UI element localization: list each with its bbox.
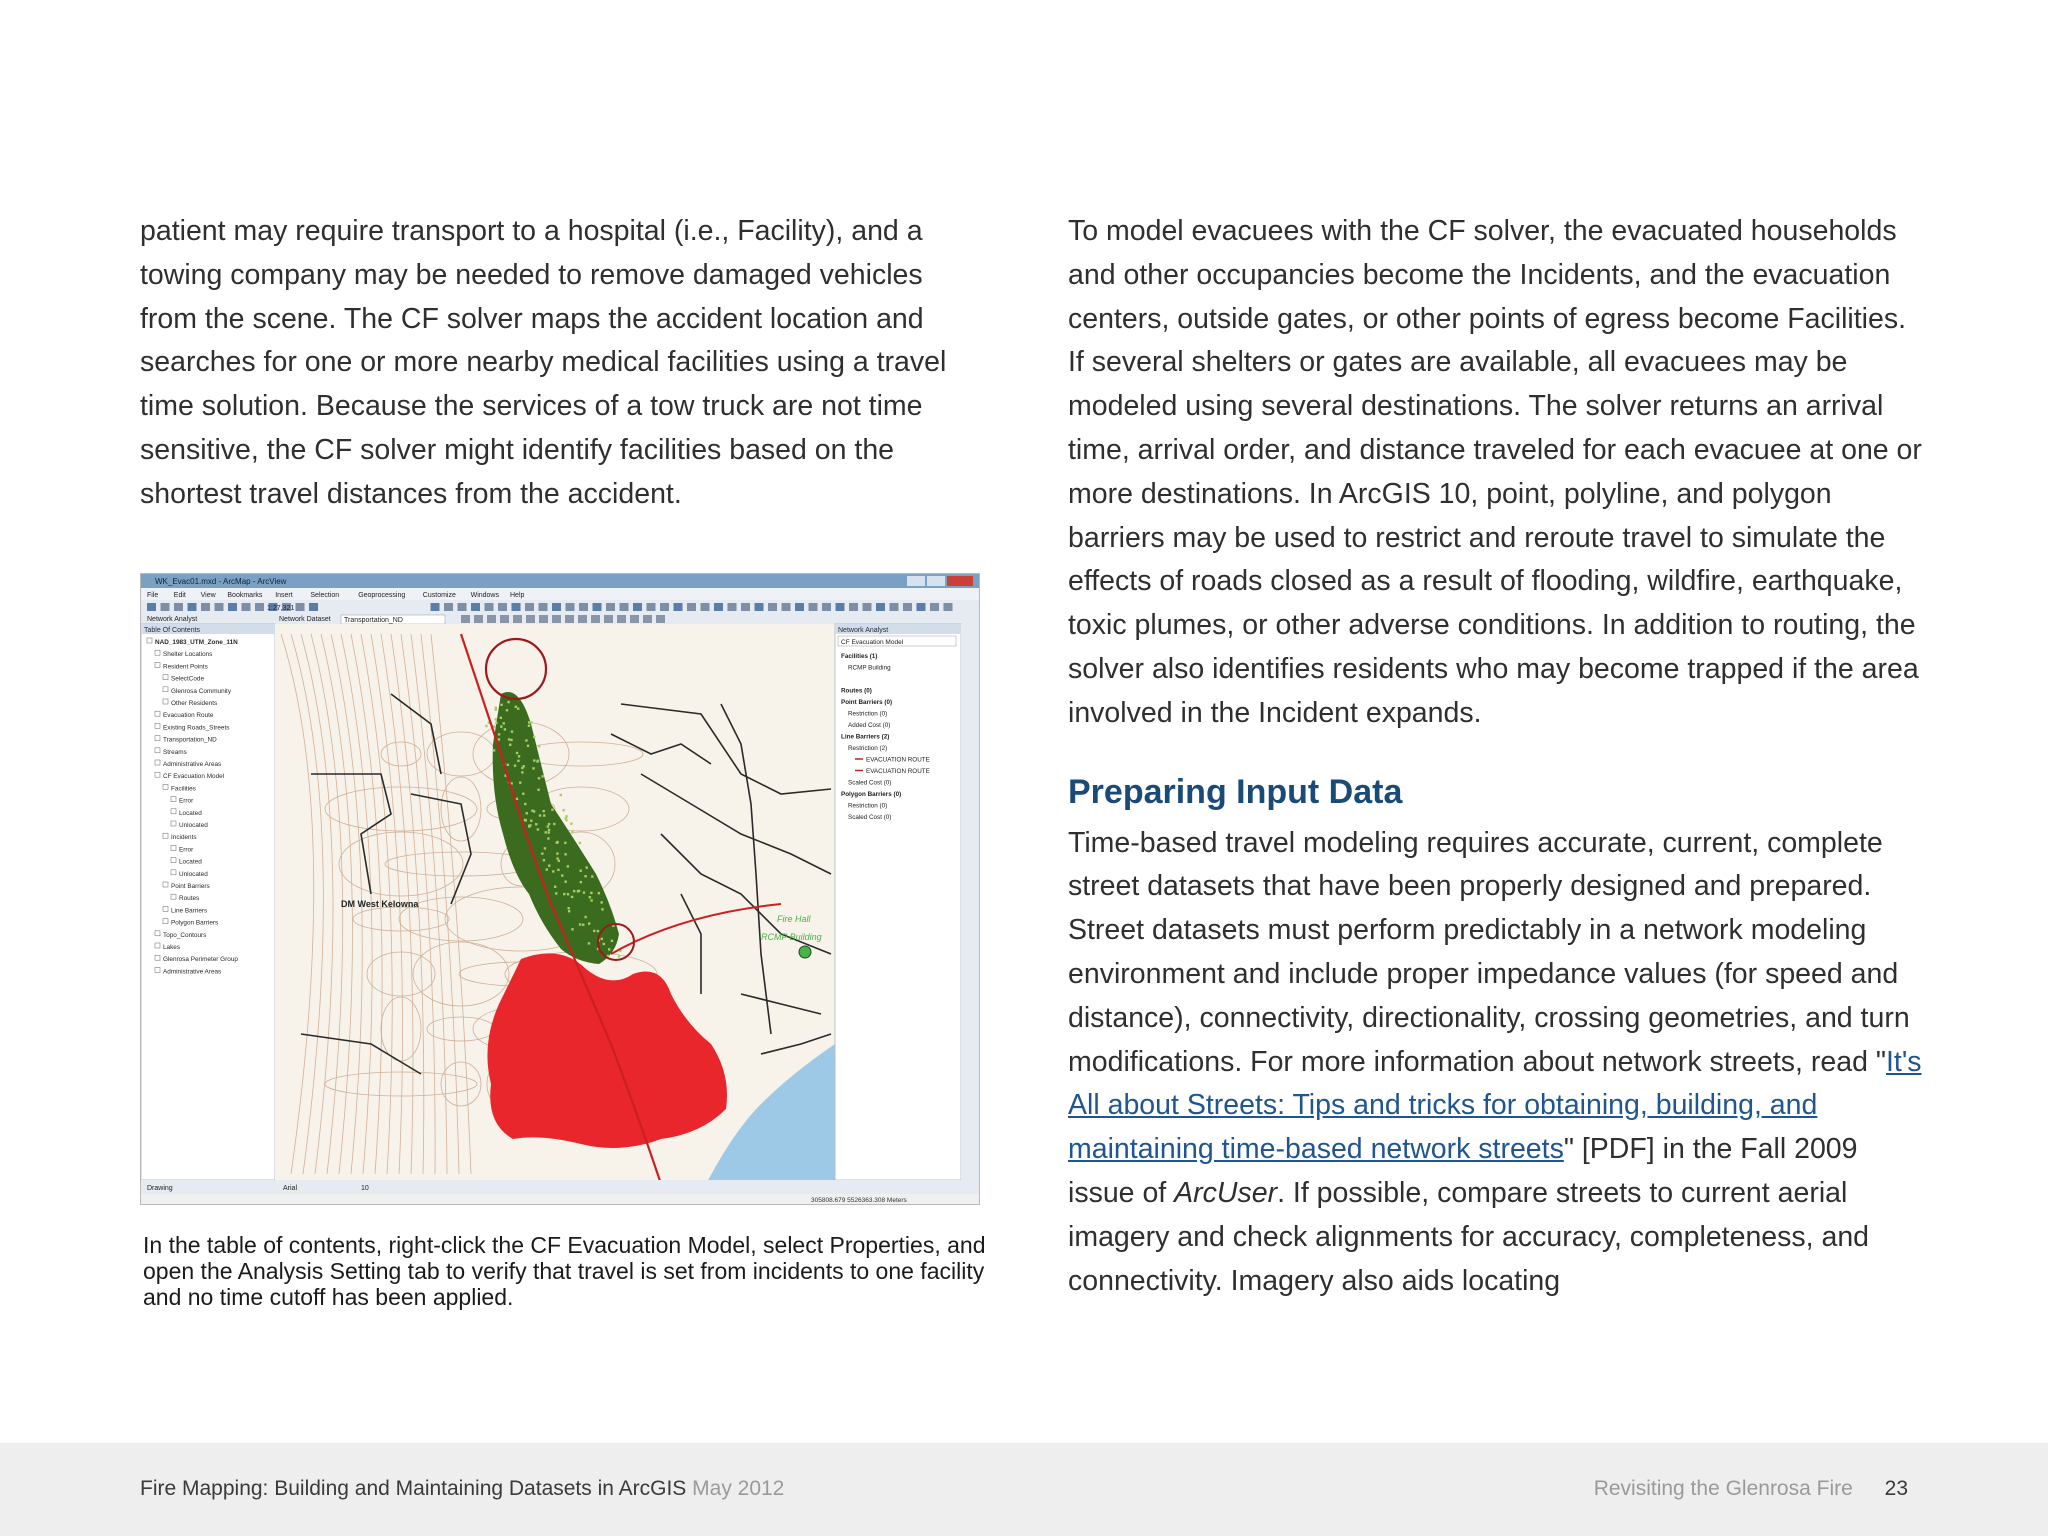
- footer-document-title: [140, 1477, 784, 1501]
- toolbar-tool-icon[interactable]: [458, 603, 467, 611]
- na-item[interactable]: Added Cost (0): [848, 722, 891, 729]
- incident-point: [504, 728, 506, 730]
- na-dropdown[interactable]: CF Evacuation Model: [841, 639, 904, 646]
- incident-point: [548, 831, 550, 833]
- network-analyst-label: Network Analyst: [147, 616, 198, 623]
- toolbar-tool-icon[interactable]: [174, 603, 183, 611]
- toolbar-tool-icon[interactable]: [604, 615, 613, 623]
- toolbar-tool-icon[interactable]: [500, 615, 509, 623]
- incident-point: [555, 892, 557, 894]
- na-item[interactable]: Routes (0): [841, 687, 872, 695]
- incident-point: [565, 815, 567, 817]
- incident-point: [584, 916, 586, 918]
- incident-point: [583, 891, 585, 893]
- toolbar-tool-icon[interactable]: [215, 603, 224, 611]
- toolbar-tool-icon[interactable]: [687, 603, 696, 611]
- incident-point: [571, 830, 573, 832]
- article-link[interactable]: It's All about Streets: Tips and tricks for obtaining, building, and maintaining time-based network streets: [1068, 1045, 1922, 1166]
- toolbar-tool-icon[interactable]: [822, 603, 831, 611]
- toc-item[interactable]: Evacuation Route: [163, 712, 214, 720]
- paragraph2-text-mid: " [PDF] in the Fall 2009 issue of: [1068, 1133, 1858, 1209]
- toolbar-tool-icon[interactable]: [728, 603, 737, 611]
- toc-item[interactable]: Polygon Barriers: [171, 919, 219, 927]
- toolbar-tool-icon[interactable]: [485, 603, 494, 611]
- incident-point: [539, 814, 541, 816]
- incident-point: [527, 745, 529, 747]
- toolbar-tool-icon[interactable]: [741, 603, 750, 611]
- toolbar-tool-icon[interactable]: [643, 615, 652, 623]
- na-item[interactable]: Line Barriers (2): [841, 733, 890, 741]
- toolbar-tool-icon[interactable]: [539, 603, 548, 611]
- incident-point: [556, 852, 558, 854]
- incident-point: [538, 745, 540, 747]
- incident-point: [537, 828, 539, 830]
- na-item[interactable]: Scaled Cost (0): [848, 779, 892, 787]
- incident-point: [546, 868, 548, 870]
- toc-item[interactable]: Shelter Locations: [163, 651, 213, 659]
- footer-date: May 2012: [692, 1477, 785, 1500]
- incident-point: [556, 857, 558, 859]
- arcmap-screenshot-figure: [140, 573, 980, 1205]
- toolbar-tool-icon[interactable]: [188, 603, 197, 611]
- toc-item[interactable]: Point Barriers: [171, 883, 210, 890]
- menu-item-1[interactable]: Edit: [173, 592, 186, 599]
- toolbar-tool-icon[interactable]: [565, 615, 574, 623]
- incident-point: [511, 730, 513, 732]
- incident-point: [500, 725, 502, 727]
- na-item[interactable]: Restriction (0): [848, 710, 888, 718]
- na-item[interactable]: EVACUATION ROUTE: [866, 768, 930, 775]
- toolbar-tool-icon[interactable]: [795, 603, 804, 611]
- toolbar-tool-icon[interactable]: [566, 603, 575, 611]
- na-item[interactable]: Facilities (1): [841, 653, 878, 660]
- incident-point: [509, 744, 511, 746]
- toolbar-tool-icon[interactable]: [471, 603, 480, 611]
- toc-item[interactable]: Topo_Contours: [163, 931, 207, 939]
- incident-point: [548, 829, 550, 831]
- toc-item[interactable]: CF Evacuation Model: [163, 773, 225, 781]
- toolbar-tool-icon[interactable]: [930, 603, 939, 611]
- incident-point: [524, 819, 526, 821]
- toolbar-tool-icon[interactable]: [849, 603, 858, 611]
- incident-point: [519, 781, 521, 783]
- incident-point: [582, 924, 584, 926]
- toolbar-tool-icon[interactable]: [863, 603, 872, 611]
- incident-point: [552, 870, 554, 872]
- map-label-fire-hall: Fire Hall: [777, 914, 811, 924]
- toolbar-tool-icon[interactable]: [591, 615, 600, 623]
- incident-point: [521, 771, 523, 773]
- toc-item[interactable]: SelectCode: [171, 675, 205, 683]
- incident-point: [588, 942, 590, 944]
- incident-point: [530, 721, 532, 723]
- toolbar-tool-icon[interactable]: [809, 603, 818, 611]
- incident-point: [516, 798, 518, 800]
- incident-point: [543, 859, 545, 861]
- na-item[interactable]: Point Barriers (0): [841, 699, 893, 706]
- footer-section: [1594, 1477, 1908, 1501]
- incident-point: [567, 865, 569, 867]
- toolbar-tool-icon[interactable]: [228, 603, 237, 611]
- drawing-menu[interactable]: Drawing: [147, 1185, 173, 1192]
- toolbar-tool-icon[interactable]: [674, 603, 683, 611]
- arcuser-title: ArcUser: [1174, 1176, 1278, 1209]
- toc-item[interactable]: Streams: [163, 748, 187, 756]
- toolbar-tool-icon[interactable]: [461, 615, 470, 623]
- incident-point: [498, 733, 500, 735]
- toolbar-tool-icon[interactable]: [513, 615, 522, 623]
- page-number: 23: [1884, 1477, 1908, 1500]
- menu-item-0[interactable]: File: [147, 592, 159, 599]
- menu-item-2[interactable]: View: [200, 592, 216, 599]
- toolbar-tool-icon[interactable]: [552, 603, 561, 611]
- toolbar-tool-icon[interactable]: [147, 603, 156, 611]
- font-size-select[interactable]: 10: [361, 1185, 369, 1192]
- toc-item[interactable]: NAD_1983_UTM_Zone_11N: [155, 639, 238, 646]
- incident-point: [548, 823, 550, 825]
- incident-point: [590, 899, 592, 901]
- incident-point: [528, 721, 530, 723]
- incident-point: [589, 896, 591, 898]
- incident-point: [557, 869, 559, 871]
- network-dataset-label: Network Dataset: [279, 616, 331, 623]
- na-item[interactable]: Restriction (0): [848, 802, 888, 810]
- incident-point: [500, 704, 502, 706]
- incident-point: [593, 930, 595, 932]
- incident-point: [571, 896, 573, 898]
- incident-point: [485, 725, 487, 727]
- toc-item[interactable]: Unlocated: [179, 822, 208, 829]
- incident-point: [533, 810, 535, 812]
- incident-point: [516, 752, 518, 754]
- incident-point: [562, 809, 564, 811]
- incident-point: [568, 910, 570, 912]
- toolbar-tool-icon[interactable]: [512, 603, 521, 611]
- toc-item[interactable]: Unlocated: [179, 870, 208, 878]
- incident-point: [558, 860, 560, 862]
- toolbar-tool-icon[interactable]: [526, 615, 535, 623]
- incident-point: [547, 837, 549, 839]
- incident-point: [514, 764, 516, 766]
- incident-point: [586, 866, 588, 868]
- toolbar-tool-icon[interactable]: [201, 603, 210, 611]
- toolbar-tool-icon[interactable]: [701, 603, 710, 611]
- incident-point: [571, 928, 573, 930]
- incident-point: [547, 825, 549, 827]
- incident-point: [561, 874, 563, 876]
- toc-item[interactable]: Error: [179, 797, 194, 805]
- incident-point: [507, 764, 509, 766]
- toolbar-tool-icon[interactable]: [617, 615, 626, 623]
- incident-point: [601, 908, 603, 910]
- coordinate-readout: 305808.679 5526363.308 Meters: [811, 1197, 907, 1204]
- facility-marker: [799, 946, 811, 958]
- incident-point: [580, 881, 582, 883]
- incident-point: [618, 955, 620, 957]
- incident-point: [541, 775, 543, 777]
- font-name-select[interactable]: Arial: [283, 1185, 298, 1192]
- toolbar-tool-icon[interactable]: [431, 603, 440, 611]
- toc-item[interactable]: Existing Roads_Streets: [163, 724, 230, 732]
- toolbar-tool-icon[interactable]: [620, 603, 629, 611]
- na-item[interactable]: Restriction (2): [848, 745, 888, 752]
- window-title: WK_Evac01.mxd - ArcMap - ArcView: [155, 577, 287, 586]
- menu-item-9[interactable]: Help: [510, 592, 525, 599]
- incident-point: [579, 842, 581, 844]
- incident-point: [548, 864, 550, 866]
- incident-point: [503, 722, 505, 724]
- incident-point: [533, 759, 535, 761]
- incident-point: [493, 749, 495, 751]
- na-item[interactable]: EVACUATION ROUTE: [866, 756, 930, 764]
- na-item[interactable]: Incidents (1567): [841, 676, 889, 683]
- toc-item[interactable]: Transportation_ND: [163, 736, 217, 744]
- incident-point: [554, 886, 556, 888]
- menu-item-3[interactable]: Bookmarks: [227, 592, 263, 599]
- toc-item[interactable]: Facilities: [171, 785, 196, 793]
- toc-item[interactable]: Other Residents: [171, 700, 218, 707]
- toc-item[interactable]: Routes: [179, 895, 200, 903]
- incident-point: [563, 893, 565, 895]
- footer-section-name: Revisiting the Glenrosa Fire: [1593, 1477, 1853, 1500]
- incident-point: [553, 823, 555, 825]
- incident-point: [564, 842, 566, 844]
- toc-item[interactable]: Located: [179, 809, 202, 817]
- incident-point: [517, 707, 519, 709]
- toolbar-tool-icon[interactable]: [593, 603, 602, 611]
- toolbar-tool-icon[interactable]: [161, 603, 170, 611]
- toolbar-tool-icon[interactable]: [660, 603, 669, 611]
- toolbar-tool-icon[interactable]: [656, 615, 665, 623]
- toc-item[interactable]: Glenrosa Community: [171, 687, 232, 695]
- incident-point: [542, 810, 544, 812]
- incident-point: [543, 814, 545, 816]
- toc-item[interactable]: Resident Points: [163, 663, 208, 671]
- incident-point: [495, 722, 497, 724]
- toolbar-tool-icon[interactable]: [444, 603, 453, 611]
- incident-point: [603, 943, 605, 945]
- incident-point: [533, 736, 535, 738]
- incident-point: [611, 940, 613, 942]
- toolbar-tool-icon[interactable]: [633, 603, 642, 611]
- incident-point: [577, 890, 579, 892]
- figure-caption: In the table of contents, right-click the CF Evacuation Model, select Properties, and open the Analysis Setting tab to verify that travel is set from incidents to one facility and no time cutoff has been applied.: [143, 1232, 986, 1310]
- menu-item-5[interactable]: Selection: [310, 592, 340, 599]
- incident-point: [545, 831, 547, 833]
- incident-point: [567, 893, 569, 895]
- menu-item-7[interactable]: Customize: [422, 592, 456, 599]
- incident-point: [518, 755, 520, 757]
- incident-point: [564, 881, 566, 883]
- toolbar-tool-icon[interactable]: [255, 603, 264, 611]
- incident-point: [526, 812, 528, 814]
- incident-point: [532, 767, 534, 769]
- incident-point: [507, 701, 509, 703]
- incident-point: [598, 892, 600, 894]
- network-dataset-select[interactable]: Transportation_ND: [344, 617, 403, 624]
- map-label-rcmp-building: RCMP Building: [761, 932, 822, 942]
- incident-point: [584, 875, 586, 877]
- incident-point: [564, 853, 566, 855]
- toolbar-tool-icon[interactable]: [768, 603, 777, 611]
- incident-point: [579, 923, 581, 925]
- toc-item[interactable]: Line Barriers: [171, 907, 208, 915]
- toolbar-tool-icon[interactable]: [890, 603, 899, 611]
- incident-point: [524, 803, 526, 805]
- scale-readout: 1:27,321: [267, 605, 295, 612]
- incident-point: [601, 938, 603, 940]
- toolbar-tool-icon[interactable]: [782, 603, 791, 611]
- toc-title: Table Of Contents: [144, 627, 201, 634]
- toolbar-tool-icon[interactable]: [917, 603, 926, 611]
- incident-point: [522, 793, 524, 795]
- na-item[interactable]: RCMP Building: [848, 664, 891, 672]
- incident-point: [536, 760, 538, 762]
- toolbar-tool-icon[interactable]: [525, 603, 534, 611]
- map-canvas[interactable]: [275, 624, 835, 1194]
- toolbar-tool-icon[interactable]: [296, 603, 305, 611]
- incident-point: [498, 738, 500, 740]
- menu-item-8[interactable]: Windows: [470, 592, 500, 599]
- paragraph2-text-before: Time-based travel modeling requires accurate, current, complete street datasets that have been properly designed and prepared. Street datasets must perform predictably in a network modeling environment and include proper impedance values (for speed and distance), connectivity, directionality, crossing geometries, and turn modifications. For more information about network streets, read ": [1068, 826, 1910, 1078]
- na-item[interactable]: Scaled Cost (0): [848, 814, 892, 821]
- incident-point: [528, 825, 530, 827]
- toolbar-tool-icon[interactable]: [755, 603, 764, 611]
- page-footer: [0, 1443, 2048, 1536]
- toolbar-tool-icon[interactable]: [630, 615, 639, 623]
- incident-point: [495, 718, 497, 720]
- toc-item[interactable]: Administrative Areas: [163, 761, 222, 768]
- incident-point: [597, 930, 599, 932]
- menu-item-4[interactable]: Insert: [275, 592, 293, 599]
- toolbar-tool-icon[interactable]: [552, 615, 561, 623]
- toolbar-tool-icon[interactable]: [498, 603, 507, 611]
- incident-point: [541, 852, 543, 854]
- incident-point: [508, 738, 510, 740]
- toolbar-tool-icon[interactable]: [579, 603, 588, 611]
- incident-point: [500, 717, 502, 719]
- toolbar-tool-icon[interactable]: [903, 603, 912, 611]
- incident-point: [590, 892, 592, 894]
- toolbar-tool-icon[interactable]: [647, 603, 656, 611]
- incident-point: [580, 870, 582, 872]
- paragraph2-text-after: . If possible, compare streets to current aerial imagery and check alignments for accuracy, completeness, and connectivity. Imagery also aids locating: [1068, 1176, 1870, 1297]
- toc-item[interactable]: Glenrosa Perimeter Group: [163, 956, 238, 964]
- incident-point: [556, 842, 558, 844]
- incident-point: [530, 820, 532, 822]
- incident-point: [551, 809, 553, 811]
- incident-point: [567, 907, 569, 909]
- menu-item-6[interactable]: Geoprocessing: [358, 592, 406, 599]
- footer-title: Fire Mapping: Building and Maintaining Datasets in ArcGIS: [140, 1477, 687, 1500]
- section-heading: Preparing Input Data: [1068, 772, 1403, 811]
- toc-item[interactable]: Error: [179, 846, 194, 854]
- incident-point: [537, 789, 539, 791]
- toolbar-tool-icon[interactable]: [487, 615, 496, 623]
- incident-point: [521, 767, 523, 769]
- incident-point: [600, 901, 602, 903]
- toolbar-tool-icon[interactable]: [539, 615, 548, 623]
- toolbar-tool-icon[interactable]: [474, 615, 483, 623]
- left-paragraph: patient may require transport to a hospital (i.e., Facility), and a towing company may be needed to remove damaged vehicles from the scene. The CF solver maps the accident location and searches for one or more nearby medical facilities using a travel time solution. Because the services of a tow truck are not time sensitive, the CF solver might identify facilities based on the shortest travel distances from the accident.: [140, 215, 947, 510]
- right-paragraph-1: To model evacuees with the CF solver, the evacuated households and other occupancies become the Incidents, and the evacuation centers, outside gates, or other points of egress become Facilities. If several shelters or gates are available, all evacuees may be modeled using several destinations. The solver returns an arrival time, arrival order, and distance traveled for each evacuee at one or more destinations. In ArcGIS 10, point, polyline, and polygon barriers may be used to restrict and reroute travel to simulate the effects of roads closed as a result of flooding, wildfire, earthquake, toxic plumes, or other adverse conditions. In addition to routing, the solver also identifies residents who may become trapped if the area involved in the Incident expands.: [1068, 215, 1922, 729]
- toolbar-tool-icon[interactable]: [944, 603, 953, 611]
- left-column: [140, 210, 980, 517]
- right-paragraph-2: [1068, 822, 1928, 1304]
- toc-item[interactable]: Located: [179, 858, 202, 866]
- incident-point: [515, 706, 517, 708]
- na-item[interactable]: Polygon Barriers (0): [841, 791, 902, 798]
- toolbar-tool-icon[interactable]: [242, 603, 251, 611]
- incident-point: [510, 739, 512, 741]
- incident-point: [544, 847, 546, 849]
- incident-point: [535, 823, 537, 825]
- incident-point: [495, 707, 497, 709]
- toc-item[interactable]: Administrative Areas: [163, 968, 222, 976]
- incident-point: [525, 739, 527, 741]
- close-icon[interactable]: [947, 576, 973, 586]
- incident-point: [517, 760, 519, 762]
- right-column: [1068, 210, 1928, 1303]
- map-label-dm-west-kelowna: DM West Kelowna: [341, 899, 419, 909]
- incident-point: [528, 725, 530, 727]
- toolbar-tool-icon[interactable]: [309, 603, 318, 611]
- incident-point: [608, 948, 610, 950]
- incident-point: [591, 875, 593, 877]
- toolbar-tool-icon[interactable]: [876, 603, 885, 611]
- toolbar-tool-icon[interactable]: [578, 615, 587, 623]
- toc-item[interactable]: Lakes: [163, 944, 181, 951]
- incident-point: [560, 794, 562, 796]
- na-window-title: Network Analyst: [838, 627, 889, 634]
- toc-item[interactable]: Incidents: [171, 834, 197, 842]
- incident-point: [588, 922, 590, 924]
- toolbar-tool-icon[interactable]: [836, 603, 845, 611]
- incident-point: [570, 822, 572, 824]
- incident-point: [506, 709, 508, 711]
- incident-point: [538, 777, 540, 779]
- toolbar-tool-icon[interactable]: [606, 603, 615, 611]
- incident-point: [573, 890, 575, 892]
- toolbar-tool-icon[interactable]: [714, 603, 723, 611]
